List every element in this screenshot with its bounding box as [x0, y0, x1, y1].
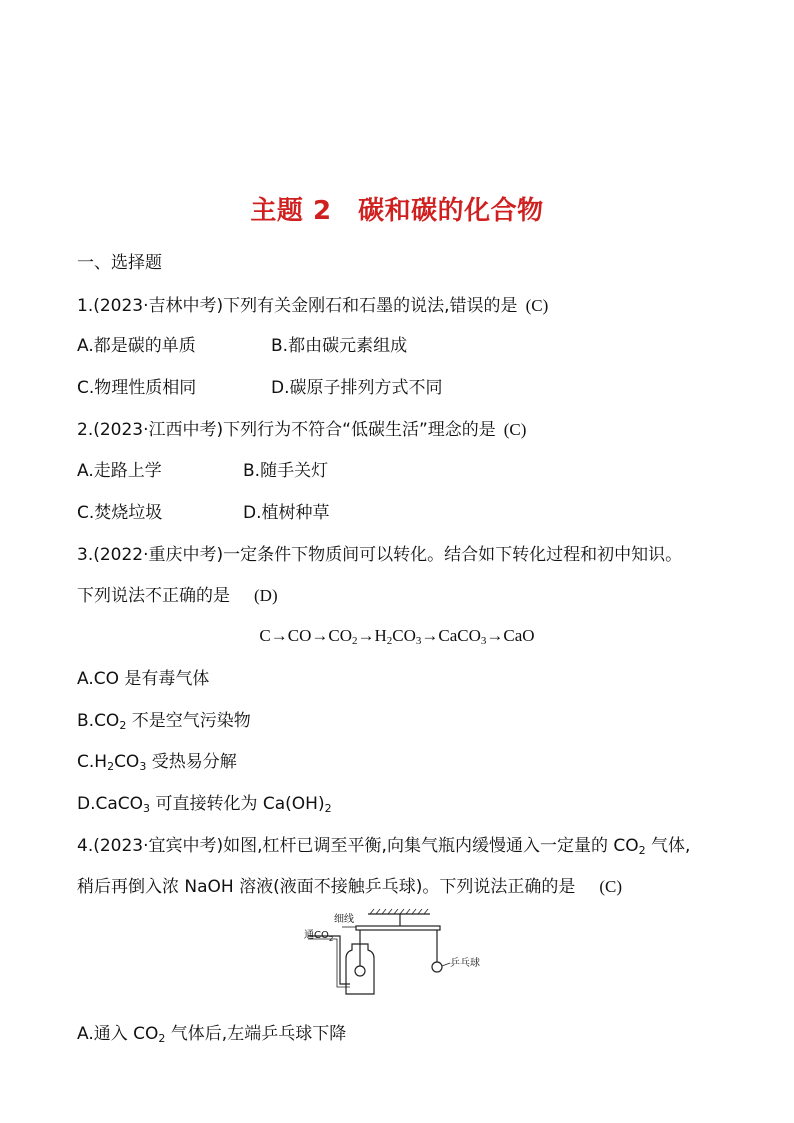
question-3-conversion-chain	[0, 624, 794, 648]
right-ping-pong-ball	[432, 962, 442, 972]
page-title: 主题 2 碳和碳的化合物	[250, 196, 544, 226]
subscript: 2	[638, 844, 646, 857]
option-text: A.通入 CO	[77, 1024, 159, 1044]
option-text: CO	[114, 752, 140, 772]
chain-subscript: 3	[480, 635, 487, 647]
question-4-text: 稍后再倒入浓 NaOH 溶液(液面不接触乒乓球)。下列说法正确的是	[77, 877, 576, 897]
ceiling-hatching	[370, 909, 428, 914]
question-3-option-c	[77, 750, 237, 774]
question-4-option-a	[77, 1022, 346, 1046]
question-3-text: 下列说法不正确的是	[77, 586, 230, 606]
question-3-stem-line-1: 3.(2022·重庆中考)一定条件下物质间可以转化。结合如下转化过程和初中知识。	[77, 545, 683, 565]
subscript: 2	[158, 1032, 166, 1045]
ping-pong-ball-label: 乒乓球	[450, 958, 480, 969]
co2-inlet-tube	[308, 936, 350, 984]
chain-subscript: 2	[386, 635, 393, 647]
question-2-options-row-2	[77, 501, 677, 525]
left-ping-pong-ball	[355, 966, 365, 976]
co2-inlet-tube-inner	[308, 939, 350, 987]
chain-subscript: 2	[352, 635, 358, 647]
question-1-options-row-1	[77, 334, 677, 358]
co2-inlet-label: 通$CO_2$	[304, 930, 334, 943]
question-2-option-c: C.焚烧垃圾	[77, 503, 163, 523]
lever-apparatus-figure	[300, 908, 500, 1000]
question-2-answer: (C)	[503, 420, 527, 439]
question-2-option-b: B.随手关灯	[243, 461, 329, 481]
option-text: 气体后,左端乒乓球下降	[165, 1024, 347, 1044]
question-3-answer: (D)	[254, 586, 278, 605]
question-2-option-a: A.走路上学	[77, 461, 162, 481]
chain-part: C→CO→CO	[259, 626, 352, 645]
question-4-stem-line-1	[77, 834, 690, 858]
section-heading: 一、选择题	[77, 253, 162, 273]
subscript: 2	[107, 760, 115, 773]
question-2-option-d: D.植树种草	[243, 503, 330, 523]
question-1-option-d: D.碳原子排列方式不同	[271, 378, 443, 398]
question-3-stem-line-2	[77, 584, 278, 608]
chain-subscript: 3	[415, 635, 422, 647]
question-2-text: 2.(2023·江西中考)下列行为不符合“低碳生活”理念的是	[77, 420, 496, 440]
option-text: 受热易分解	[146, 752, 237, 772]
subscript: 2	[119, 719, 127, 732]
question-3-option-d	[77, 792, 332, 816]
question-1-option-c: C.物理性质相同	[77, 378, 197, 398]
chain-part: →CaCO	[421, 626, 481, 645]
subscript: 3	[139, 760, 147, 773]
question-4-answer: (C)	[599, 877, 623, 896]
lever-bar	[356, 926, 440, 930]
question-4-stem-line-2	[77, 875, 622, 899]
subscript: 3	[143, 802, 151, 815]
option-text: D.CaCO	[77, 794, 144, 814]
question-1-stem	[77, 294, 548, 318]
subscript: 2	[324, 802, 332, 815]
option-text: 不是空气污染物	[126, 711, 251, 731]
option-text: C.H	[77, 752, 108, 772]
question-2-stem	[77, 418, 526, 442]
chain-part: →CaO	[486, 626, 535, 645]
stem-text: 气体,	[645, 836, 691, 856]
question-1-options-row-2	[77, 376, 677, 400]
question-1-option-a: A.都是碳的单质	[77, 336, 196, 356]
stem-text: 4.(2023·宜宾中考)如图,杠杆已调至平衡,向集气瓶内缓慢通入一定量的 CO	[77, 836, 639, 856]
thread-label: 细线	[334, 914, 354, 925]
question-1-text: 1.(2023·吉林中考)下列有关金刚石和石墨的说法,错误的是	[77, 296, 518, 316]
question-2-options-row-1	[77, 459, 677, 483]
question-1-answer: (C)	[525, 296, 549, 315]
question-1-option-b: B.都由碳元素组成	[271, 336, 408, 356]
question-3-option-a: A.CO 是有毒气体	[77, 669, 210, 689]
ball-label-pointer	[442, 963, 450, 966]
chain-part: →H	[357, 626, 387, 645]
option-text: B.CO	[77, 711, 120, 731]
chain-part: CO	[392, 626, 416, 645]
option-text: 可直接转化为 Ca(OH)	[150, 794, 325, 814]
question-3-option-b	[77, 709, 251, 733]
